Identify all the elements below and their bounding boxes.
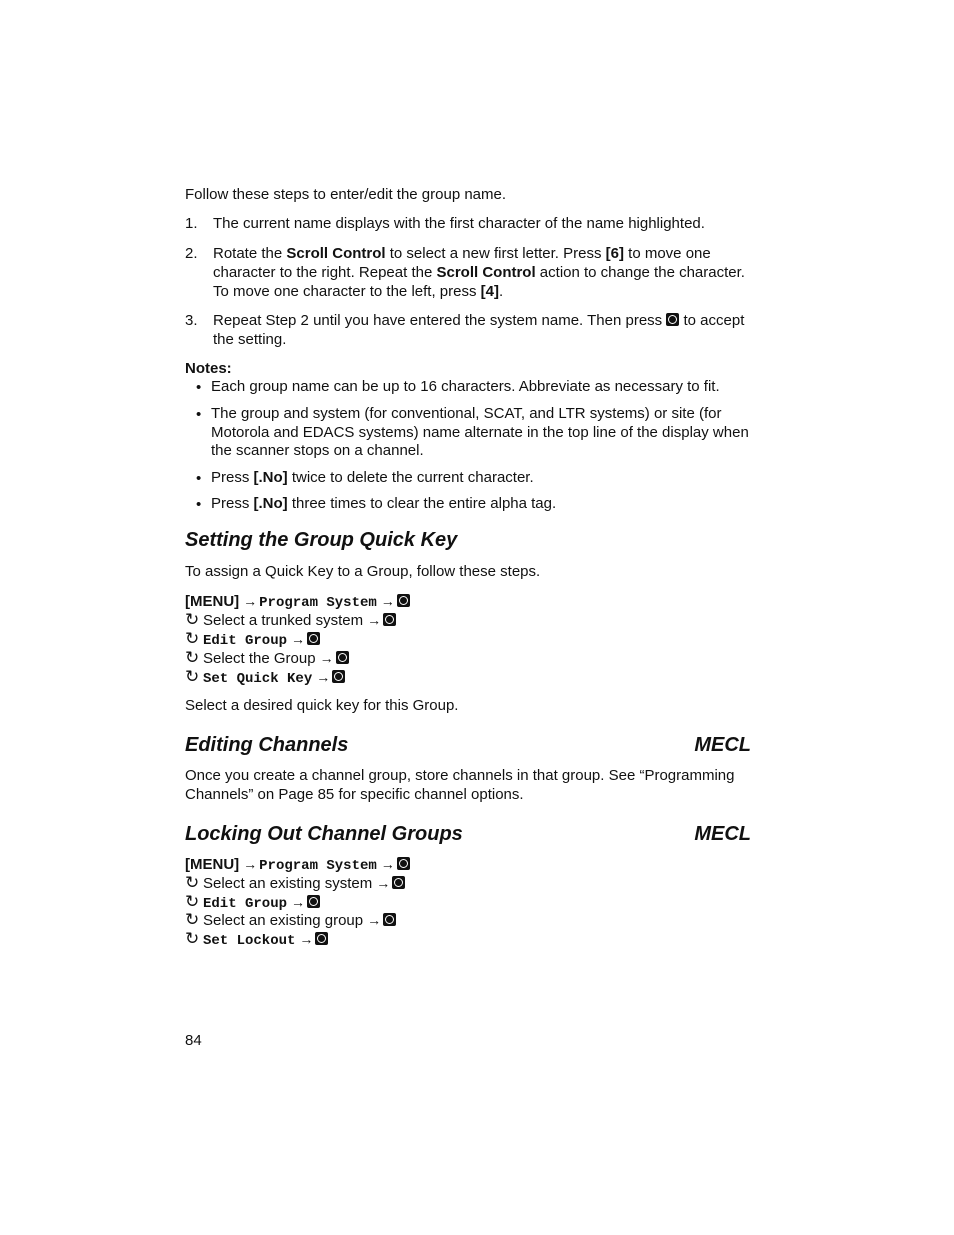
menu-path-step [185,649,349,668]
key-label: [.No] [253,495,288,512]
step-text: The current name displays with the first character of the name highlighted. [213,215,705,232]
heading-title: Editing Channels [185,734,349,756]
knob-select-icon [397,594,410,607]
rotate-icon: ↻ [185,873,200,892]
arrow-right-icon: → [319,650,334,666]
menu-path-step [185,930,328,951]
menu-path-step [185,630,320,651]
key-label: Scroll Control [286,245,386,262]
key-label: Scroll Control [436,264,536,281]
key-label: [.No] [253,469,288,486]
menu-path-text: Select a trunked system [203,612,364,629]
rotate-icon: ↻ [185,929,200,948]
menu-path-step [185,911,396,930]
arrow-right-icon: → [299,931,314,947]
menu-path-step [185,592,410,613]
menu-path-step [185,611,396,630]
page-number: 84 [185,1032,202,1049]
bullet-dot: • [196,379,202,396]
intro-text: Follow these steps to enter/edit the group name. [185,186,507,203]
note-text: Each group name can be up to 16 characters. Abbreviate as necessary to fit. [211,378,720,395]
step-number: 3. [185,312,198,329]
knob-select-icon [336,651,349,664]
arrow-right-icon: → [243,856,258,872]
step-number: 2. [185,245,198,262]
step-text: Rotate the Scroll Control to select a new first letter. Press [6] to move one character to the right. Repeat the Scroll Control action to change the character. To move one character to the left, press [4]. [213,245,745,300]
menu-path-text: Edit Group [203,633,288,649]
menu-path-text: Edit Group [203,896,288,912]
rotate-icon: ↻ [185,667,200,686]
key-label: [6] [605,245,624,262]
section-heading-editing-channels [185,733,751,757]
menu-path-text: Set Quick Key [203,671,313,687]
knob-select-icon [307,632,320,645]
knob-select-icon [397,857,410,870]
menu-path-text: Set Lockout [203,933,296,949]
note-text: Press [.No] twice to delete the current character. [211,469,534,486]
rotate-icon: ↻ [185,910,200,929]
section-heading-quick-key: Setting the Group Quick Key [185,529,458,551]
step-text: Repeat Step 2 until you have entered the system name. Then press to accept the setting. [213,312,745,348]
note-text: The group and system (for conventional, SCAT, and LTR systems) or site (for Motorola and EDACS systems) name alternate in the top line of the display when the scanner stops on a channel. [211,405,749,459]
menu-key-label: [MENU] [185,856,240,873]
heading-title: Locking Out Channel Groups [185,823,463,845]
menu-path-step [185,668,345,689]
bullet-dot: • [196,406,202,423]
bullet-dot: • [196,470,202,487]
menu-path-text: Select an existing system [203,875,373,892]
arrow-right-icon: → [380,593,395,609]
section-intro: To assign a Quick Key to a Group, follow these steps. [185,563,541,580]
section-body: Once you create a channel group, store channels in that group. See “Programming Channels” on Page 85 for specific channel options. [185,767,735,803]
arrow-right-icon: → [380,856,395,872]
rotate-icon: ↻ [185,610,200,629]
menu-path-text: Program System [259,595,377,611]
menu-path-step [185,874,405,893]
knob-select-icon [315,932,328,945]
mode-tag: MECL [694,823,751,845]
bullet-dot: • [196,496,202,513]
notes-label: Notes: [185,360,232,377]
arrow-right-icon: → [367,912,382,928]
menu-key-label: [MENU] [185,593,240,610]
note-text: Press [.No] three times to clear the entire alpha tag. [211,495,557,512]
menu-path-text: Select the Group [203,650,316,667]
section-heading-locking-out [185,822,751,846]
knob-select-icon [307,895,320,908]
knob-select-icon [383,613,396,626]
arrow-right-icon: → [291,894,306,910]
key-label: [4] [480,283,499,300]
knob-select-icon [392,876,405,889]
arrow-right-icon: → [316,669,331,685]
rotate-icon: ↻ [185,648,200,667]
section-outro: Select a desired quick key for this Group. [185,697,459,714]
knob-select-icon [666,313,679,326]
arrow-right-icon: → [376,875,391,891]
menu-path-text: Select an existing group [203,912,364,929]
rotate-icon: ↻ [185,629,200,648]
mode-tag: MECL [694,734,751,756]
arrow-right-icon: → [291,631,306,647]
step-number: 1. [185,215,198,232]
knob-select-icon [383,913,396,926]
menu-path-step [185,855,410,876]
arrow-right-icon: → [243,593,258,609]
rotate-icon: ↻ [185,892,200,911]
knob-select-icon [332,670,345,683]
menu-path-text: Program System [259,858,377,874]
arrow-right-icon: → [367,612,382,628]
